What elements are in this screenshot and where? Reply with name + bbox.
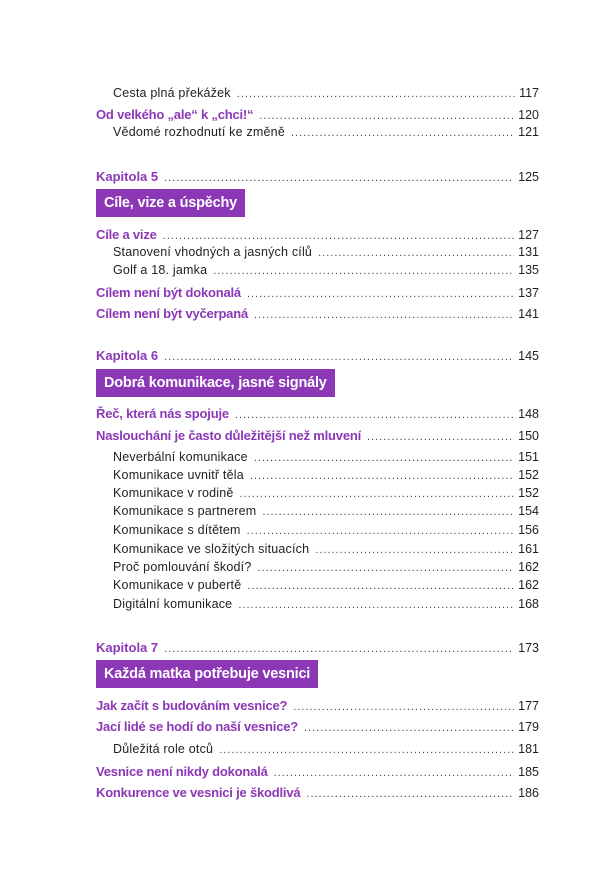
toc-entry (96, 306, 539, 321)
dot-leader (367, 431, 514, 443)
toc-entry-page: 121 (518, 125, 539, 139)
toc-entry-page: 152 (518, 486, 539, 500)
dot-leader (238, 599, 514, 611)
dot-leader (240, 488, 515, 500)
dot-leader (213, 265, 514, 277)
dot-leader (247, 525, 514, 537)
chapter-title-band: Každá matka potřebuje vesnici (96, 660, 318, 688)
toc-entry-title: Naslouchání je často důležitější než mluvení (96, 428, 361, 443)
dot-leader (262, 506, 514, 518)
dot-leader (306, 788, 514, 800)
dot-leader (254, 452, 514, 464)
toc-entry (96, 764, 539, 779)
dot-leader (258, 562, 515, 574)
toc-entry (96, 698, 539, 713)
chapter-heading (96, 348, 539, 363)
toc-entry-page: 173 (518, 641, 539, 655)
toc-entry-title: Důležitá role otců (113, 742, 214, 756)
toc-entry-page: 141 (518, 307, 539, 321)
toc-entry-page: 185 (518, 765, 539, 779)
toc-entry-title: Komunikace ve složitých situacích (113, 542, 310, 556)
toc-entry-title: Neverbální komunikace (113, 450, 248, 464)
toc-entry (96, 742, 539, 756)
toc-entry (96, 560, 539, 574)
toc-entry-page: 145 (518, 349, 539, 363)
toc-entry-page: 162 (518, 560, 539, 574)
toc-entry (96, 263, 539, 277)
dot-leader (315, 544, 514, 556)
toc-entry-page: 131 (518, 245, 539, 259)
toc-entry-title: Proč pomlouvání škodí? (113, 560, 252, 574)
dot-leader (291, 127, 514, 139)
toc-entry-title: Řeč, která nás spojuje (96, 406, 229, 421)
toc-entry-title: Komunikace s partnerem (113, 504, 257, 518)
dot-leader (250, 470, 514, 482)
dot-leader (259, 110, 514, 122)
toc-entry (96, 468, 539, 482)
toc-entry-page: 162 (518, 578, 539, 592)
toc-entry (96, 719, 539, 734)
dot-leader (247, 580, 514, 592)
toc-entry (96, 107, 539, 122)
toc-entry (96, 450, 539, 464)
toc-entry-page: 168 (518, 597, 539, 611)
dot-leader (163, 230, 514, 242)
toc-entry (96, 86, 539, 100)
toc-entry-page: 156 (518, 523, 539, 537)
toc-entry-page: 150 (518, 429, 539, 443)
toc-entry-title: Komunikace v pubertě (113, 578, 242, 592)
toc-entry (96, 428, 539, 443)
toc-entry-title: Cílem není být vyčerpaná (96, 306, 248, 321)
toc-entry-page: 117 (519, 86, 539, 100)
chapter-label: Kapitola 7 (96, 640, 159, 655)
toc-entry-title: Jak začít s budováním vesnice? (96, 698, 288, 713)
toc-entry-title: Golf a 18. jamka (113, 263, 208, 277)
toc-entry (96, 125, 539, 139)
chapter-label: Kapitola 6 (96, 348, 159, 363)
dot-leader (274, 767, 515, 779)
toc-entry-page: 161 (518, 542, 539, 556)
toc-entry (96, 245, 539, 259)
toc-entry-page: 179 (518, 720, 539, 734)
dot-leader (219, 744, 514, 756)
toc-entry-title: Komunikace uvnitř těla (113, 468, 244, 482)
toc-entry (96, 406, 539, 421)
dot-leader (235, 409, 514, 421)
toc-entry (96, 597, 539, 611)
chapter-heading (96, 640, 539, 655)
toc-entry-title: Konkurence ve vesnici je škodlivá (96, 785, 301, 800)
toc-entry (96, 227, 539, 242)
toc-entry-page: 177 (518, 699, 539, 713)
chapter-heading (96, 169, 539, 184)
toc-entry-page: 186 (518, 786, 539, 800)
toc-entry-title: Cíle a vize (96, 227, 157, 242)
toc-entry-title: Komunikace s dítětem (113, 523, 241, 537)
toc-entry (96, 542, 539, 556)
toc-entry-page: 120 (518, 108, 539, 122)
dot-leader (237, 88, 515, 100)
toc-entry (96, 285, 539, 300)
toc-entry-page: 181 (518, 742, 539, 756)
toc-entry-title: Od velkého „ale“ k „chci!“ (96, 107, 254, 122)
toc-entry-title: Stanovení vhodných a jasných cílů (113, 245, 313, 259)
toc-entry-title: Jací lidé se hodí do naší vesnice? (96, 719, 298, 734)
chapter-title-band: Dobrá komunikace, jasné signály (96, 369, 335, 397)
toc-entry-title: Vědomé rozhodnutí ke změně (113, 125, 285, 139)
toc-entry-page: 148 (518, 407, 539, 421)
dot-leader (164, 643, 514, 655)
dot-leader (304, 722, 514, 734)
toc-entry-page: 154 (518, 504, 539, 518)
chapter-label: Kapitola 5 (96, 169, 159, 184)
toc-entry (96, 785, 539, 800)
toc-entry (96, 504, 539, 518)
dot-leader (254, 309, 514, 321)
toc-entry-page: 125 (518, 170, 539, 184)
dot-leader (164, 351, 514, 363)
toc-entry-title: Cesta plná překážek (113, 86, 231, 100)
toc-entry-title: Digitální komunikace (113, 597, 233, 611)
dot-leader (164, 172, 514, 184)
toc-entry-page: 135 (518, 263, 539, 277)
toc-entry-page: 127 (518, 228, 539, 242)
dot-leader (247, 288, 514, 300)
toc-entry (96, 523, 539, 537)
dot-leader (318, 247, 514, 259)
toc-entry (96, 486, 539, 500)
dot-leader (293, 701, 514, 713)
toc-entry-page: 152 (518, 468, 539, 482)
toc-entry-page: 151 (518, 450, 539, 464)
toc-entry-title: Cílem není být dokonalá (96, 285, 241, 300)
toc-entry-title: Vesnice není nikdy dokonalá (96, 764, 268, 779)
toc-entry-title: Komunikace v rodině (113, 486, 234, 500)
chapter-title-band: Cíle, vize a úspěchy (96, 189, 245, 217)
toc-entry-page: 137 (518, 286, 539, 300)
toc-entry (96, 578, 539, 592)
